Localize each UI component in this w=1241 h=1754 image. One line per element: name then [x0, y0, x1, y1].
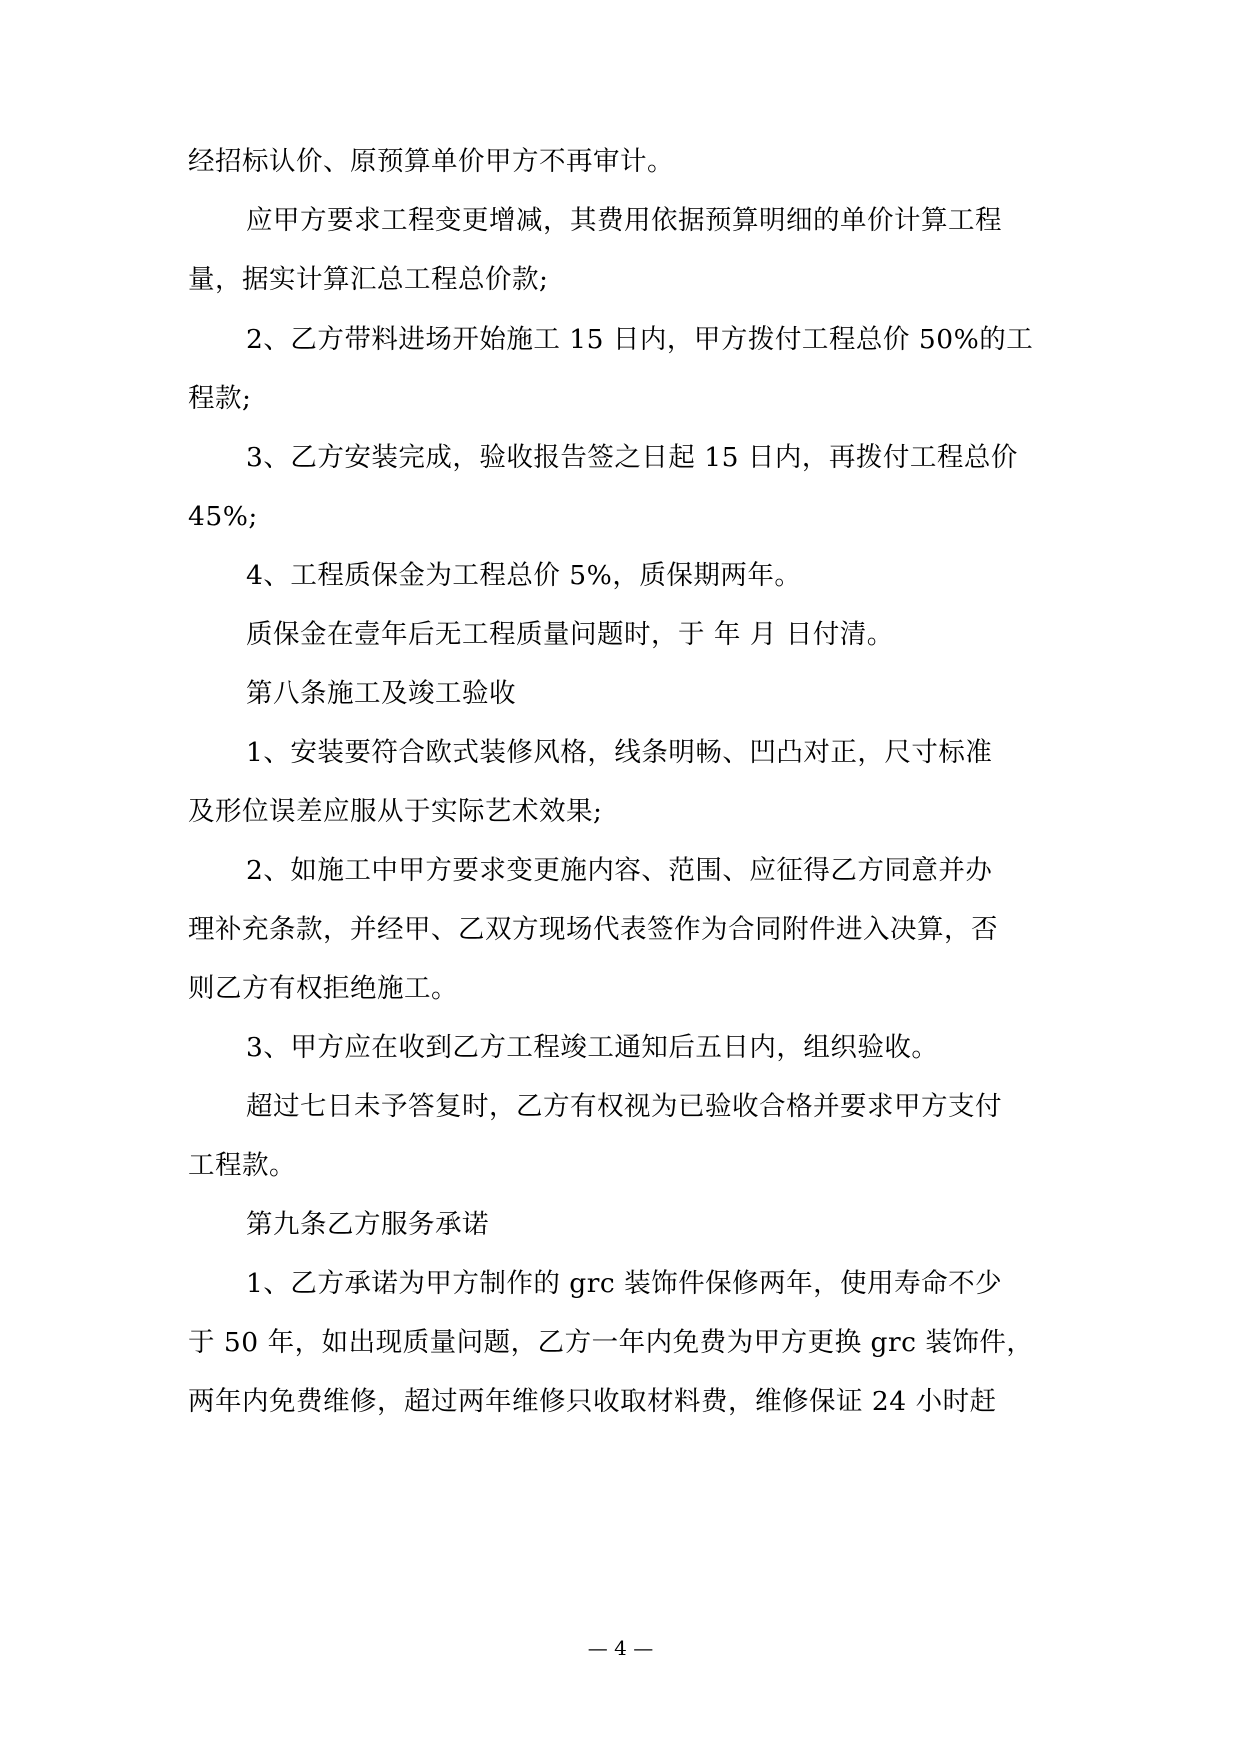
text-line: 经招标认价、原预算单价甲方不再审计。 — [188, 146, 674, 177]
text-line: 量，据实计算汇总工程总价款; — [188, 264, 549, 295]
text-line: 及形位误差应服从于实际艺术效果; — [188, 796, 603, 827]
text-line: 2、乙方带料进场开始施工 15 日内，甲方拨付工程总价 50%的工 — [246, 324, 1034, 355]
text-line: 于 50 年，如出现质量问题，乙方一年内免费为甲方更换 grc 装饰件， — [188, 1327, 1034, 1358]
text-line: 则乙方有权拒绝施工。 — [188, 973, 458, 1004]
text-line: 45%; — [188, 501, 258, 532]
text-line: 应甲方要求工程变更增减，其费用依据预算明细的单价计算工程 — [246, 205, 1002, 236]
text-line: 两年内免费维修，超过两年维修只收取材料费，维修保证 24 小时赶 — [188, 1386, 997, 1417]
text-line: 1、乙方承诺为甲方制作的 grc 装饰件保修两年，使用寿命不少 — [246, 1268, 1003, 1299]
text-line: 2、如施工中甲方要求变更施内容、范围、应征得乙方同意并办 — [246, 855, 993, 886]
text-line: 程款; — [188, 383, 252, 414]
text-line: 理补充条款，并经甲、乙双方现场代表签作为合同附件进入决算，否 — [188, 914, 998, 945]
section-heading: 第八条施工及竣工验收 — [246, 678, 516, 709]
page-number: — 4 — — [587, 1636, 654, 1660]
text-line: 质保金在壹年后无工程质量问题时，于 年 月 日付清。 — [246, 619, 894, 650]
text-line: 4、工程质保金为工程总价 5%，质保期两年。 — [246, 560, 802, 591]
text-line: 工程款。 — [188, 1150, 296, 1181]
text-line: 3、甲方应在收到乙方工程竣工通知后五日内，组织验收。 — [246, 1032, 939, 1063]
section-heading: 第九条乙方服务承诺 — [246, 1209, 489, 1240]
text-line: 1、安装要符合欧式装修风格，线条明畅、凹凸对正，尺寸标准 — [246, 737, 993, 768]
text-line: 3、乙方安装完成，验收报告签之日起 15 日内，再拨付工程总价 — [246, 442, 1018, 473]
text-line: 超过七日未予答复时，乙方有权视为已验收合格并要求甲方支付 — [246, 1091, 1002, 1122]
